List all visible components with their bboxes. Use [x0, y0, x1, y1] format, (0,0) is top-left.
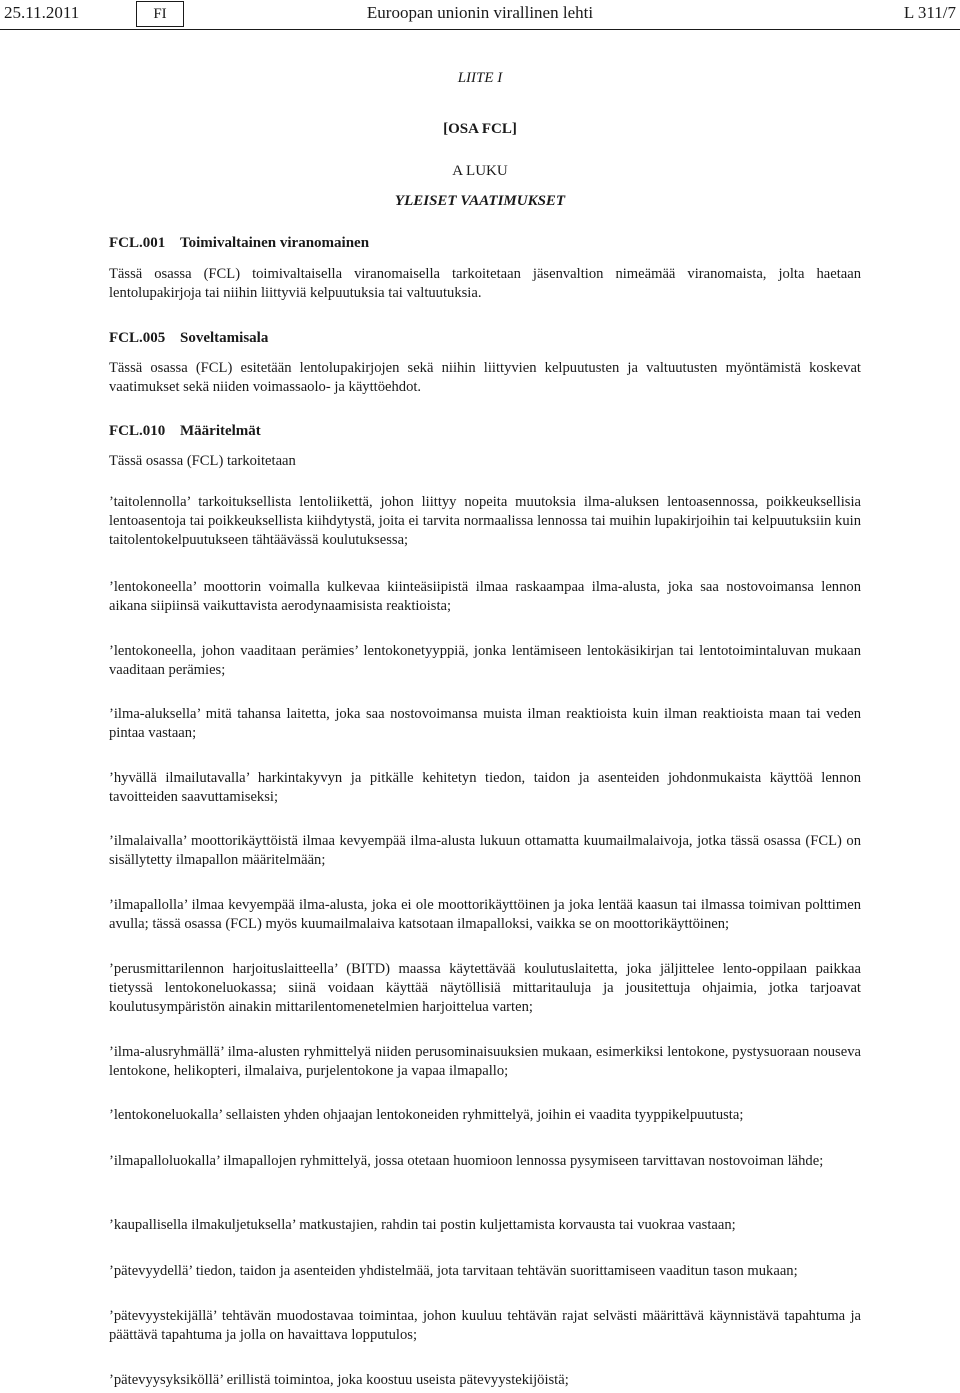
definition-item: ’pätevyysyksiköllä’ erillistä toimintoa, joka koostuu useista pätevyystekijöistä;: [109, 1372, 569, 1388]
publication-date: 25.11.2011: [4, 3, 80, 22]
subpart-title: YLEISET VAATIMUKSET: [394, 193, 566, 209]
definition-item: ’ilmapallolla’ ilmaa kevyempää ilma-alusta, joka ei ole moottorikäyttöinen ja joka lentää kaasun tai ilmassa toimivan polttimen avulla; tässä osassa (FCL) myös kuumailmalaiva katsotaan ilmapalloksi, vaikka se on moottorikäyttöinen;: [109, 897, 861, 932]
annex-label: LIITE I: [457, 70, 503, 86]
definition-item: ’lentokoneella’ moottorin voimalla kulkevaa kiinteäsiipistä ilmaa raskaampaa ilma-alusta, joka saa nostovoimansa lennon aikana siipiinsä vaikuttavista aerodynaamisista reaktioista;: [109, 579, 861, 614]
definition-item: ’kaupallisella ilmakuljetuksella’ matkustajien, rahdin tai postin kuljettamista korvausta tai vuokraa vastaan;: [109, 1217, 736, 1233]
section-text: Tässä osassa (FCL) toimivaltaisella viranomaisella tarkoitetaan jäsenvaltion nimeämää viranomaista, jolta haetaan lentolupakirjoja tai niihin liittyviä kelpuutuksia tai valtuutuksia.: [109, 266, 861, 301]
section-code: FCL.005: [109, 330, 166, 346]
definition-item: ’pätevyystekijällä’ tehtävän muodostavaa toimintaa, johon kuuluu tehtävän rajat selvästi määrittävä käynnistävä tapahtuma ja päättävä tapahtuma ja jolla on havaittava lopputulos;: [109, 1308, 861, 1343]
definition-item: ’ilmalaivalla’ moottorikäyttöistä ilmaa kevyempää ilma-alusta lukuun ottamatta kuumailmalaivoja, jotka tässä osassa (FCL) on sisällytetty ilmapallon määritelmään;: [109, 833, 861, 868]
language-badge: FI: [136, 1, 184, 27]
definition-item: ’taitolennolla’ tarkoituksellista lentoliikettä, johon liittyy nopeita muutoksia ilma-aluksen lentoasennossa, poikkeuksellisia lentoasentoja tai poikkeuksellista kiihdytystä, joita ei tarvita normaalissa lennossa tai muihin lupakirjoihin tai kelpuutuksiin kuin taitolentokelpuutukseen tähtäävässä koulutuksessa;: [109, 494, 861, 548]
page-number: L 311/7: [903, 3, 956, 22]
section-title: Soveltamisala: [180, 330, 269, 346]
definition-item: ’lentokoneella, johon vaaditaan perämies’ lentokonetyyppiä, jonka lentämiseen lentokäsikirjan tai lentotoimintaluvan mukaan vaaditaan perämies;: [109, 643, 861, 678]
header-rule: [0, 29, 960, 30]
section-code: FCL.001: [109, 235, 166, 251]
subpart-label: A LUKU: [452, 163, 508, 179]
page-header: [0, 0, 960, 30]
definition-item: ’hyvällä ilmailutavalla’ harkintakyvyn ja pitkälle kehitetyn tiedon, taidon ja asenteiden johdonmukaista käyttöä lennon tavoitteiden saavuttamiseksi;: [109, 770, 861, 805]
section-code: FCL.010: [109, 423, 166, 439]
part-label: [OSA FCL]: [443, 121, 517, 137]
definition-item: ’lentokoneluokalla’ sellaisten yhden ohjaajan lentokoneiden ryhmittelyä, joihin ei vaadita tyyppikelpuutusta;: [109, 1107, 744, 1123]
journal-title: Euroopan unionin virallinen lehti: [366, 3, 594, 22]
section-title: Määritelmät: [180, 423, 261, 439]
section-title: Toimivaltainen viranomainen: [180, 235, 370, 251]
definition-item: ’perusmittarilennon harjoituslaitteella’ (BITD) maassa käytettävää koulutuslaitetta, joka jäljittelee lento-oppilaan paikkaa tietyssä lentokoneluokassa; siinä voidaan käyttää näytöllisiä mittaritauluja ja jousitettuja ohjaimia, jotka tarjoavat koulutusympäristön ainakin mittarilentomenetelmien harjoittelua varten;: [109, 961, 861, 1015]
section-text: Tässä osassa (FCL) esitetään lentolupakirjojen sekä niihin liittyvien kelpuutusten ja valtuutusten myöntämistä koskevat vaatimukset sekä niiden voimassaolo- ja käyttöehdot.: [109, 360, 861, 395]
definition-item: ’ilma-alusryhmällä’ ilma-alusten ryhmittelyä niiden perusominaisuuksien mukaan, esimerkiksi lentokone, pystysuoraan nouseva lentokone, helikopteri, ilmalaiva, purjelentokone ja vapaa ilmapallo;: [109, 1044, 861, 1079]
definition-item: ’ilma-aluksella’ mitä tahansa laitetta, joka saa nostovoimansa muista ilman reaktioista kuin ilman reaktioista maan tai veden pintaa vastaan;: [109, 706, 861, 741]
definition-item: ’pätevyydellä’ tiedon, taidon ja asenteiden yhdistelmää, jota tarvitaan tehtävän suorittamiseen vaaditun tason mukaan;: [109, 1263, 798, 1279]
definition-item: ’ilmapalloluokalla’ ilmapallojen ryhmittelyä, jossa otetaan huomioon lennossa pysymiseen tarvittavan nostovoiman lähde;: [109, 1153, 824, 1169]
section-text: Tässä osassa (FCL) tarkoitetaan: [109, 453, 296, 469]
